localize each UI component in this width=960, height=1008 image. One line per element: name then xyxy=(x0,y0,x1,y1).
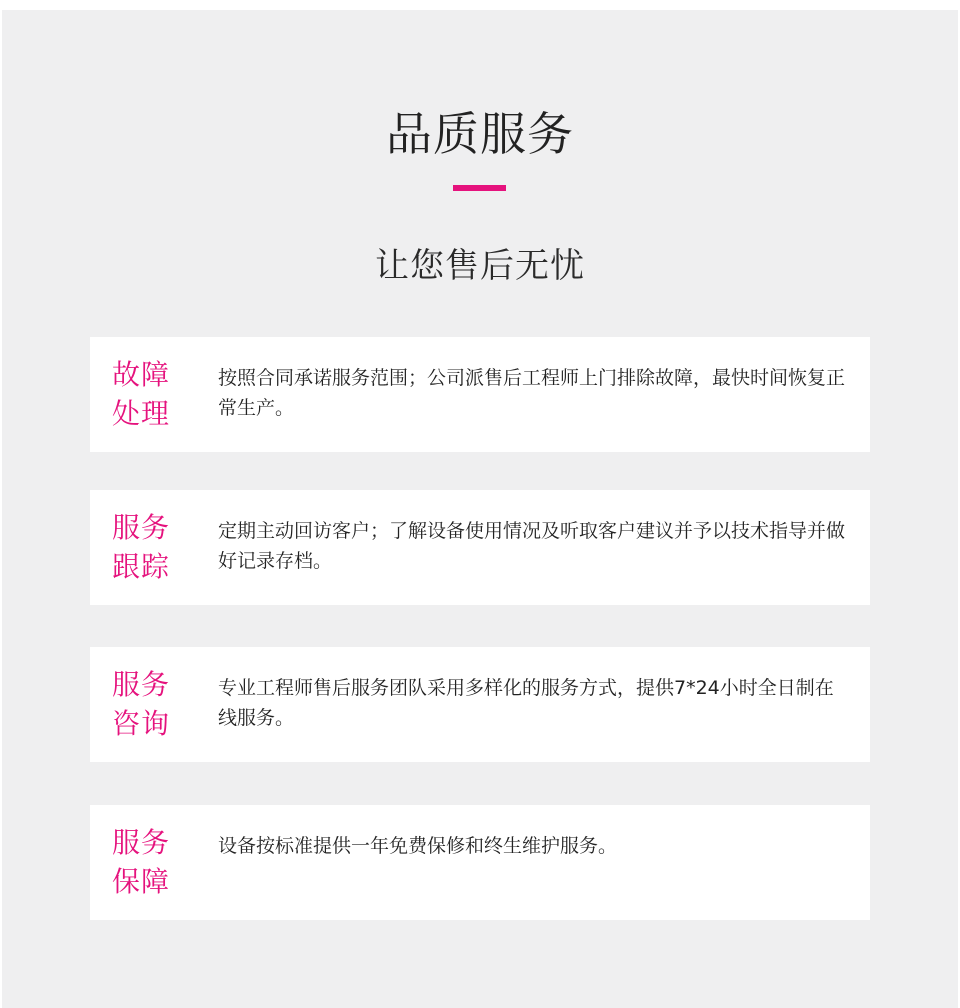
service-card-description: 设备按标准提供一年免费保修和终生维护服务。 xyxy=(218,835,618,857)
service-card-fault-handling xyxy=(90,337,870,452)
service-card-title: 服务保障 xyxy=(112,826,171,898)
service-card-description: 定期主动回访客户；了解设备使用情况及听取客户建议并予以技术指导并做好记录存档。 xyxy=(218,520,846,572)
service-card-service-consulting xyxy=(90,647,870,762)
service-card-description: 专业工程师售后服务团队采用多样化的服务方式，提供7*24小时全日制在线服务。 xyxy=(218,677,834,729)
title-accent-bar xyxy=(453,185,506,191)
service-card-title: 故障处理 xyxy=(112,358,171,430)
service-card-service-tracking xyxy=(90,490,870,605)
service-card-title: 服务咨询 xyxy=(112,668,171,740)
service-card-service-guarantee xyxy=(90,805,870,920)
page-title: 品质服务 xyxy=(386,107,574,161)
service-card-title: 服务跟踪 xyxy=(112,511,171,583)
page-subtitle: 让您售后无忧 xyxy=(375,246,585,286)
service-card-description: 按照合同承诺服务范围；公司派售后工程师上门排除故障，最快时间恢复正常生产。 xyxy=(218,367,846,419)
